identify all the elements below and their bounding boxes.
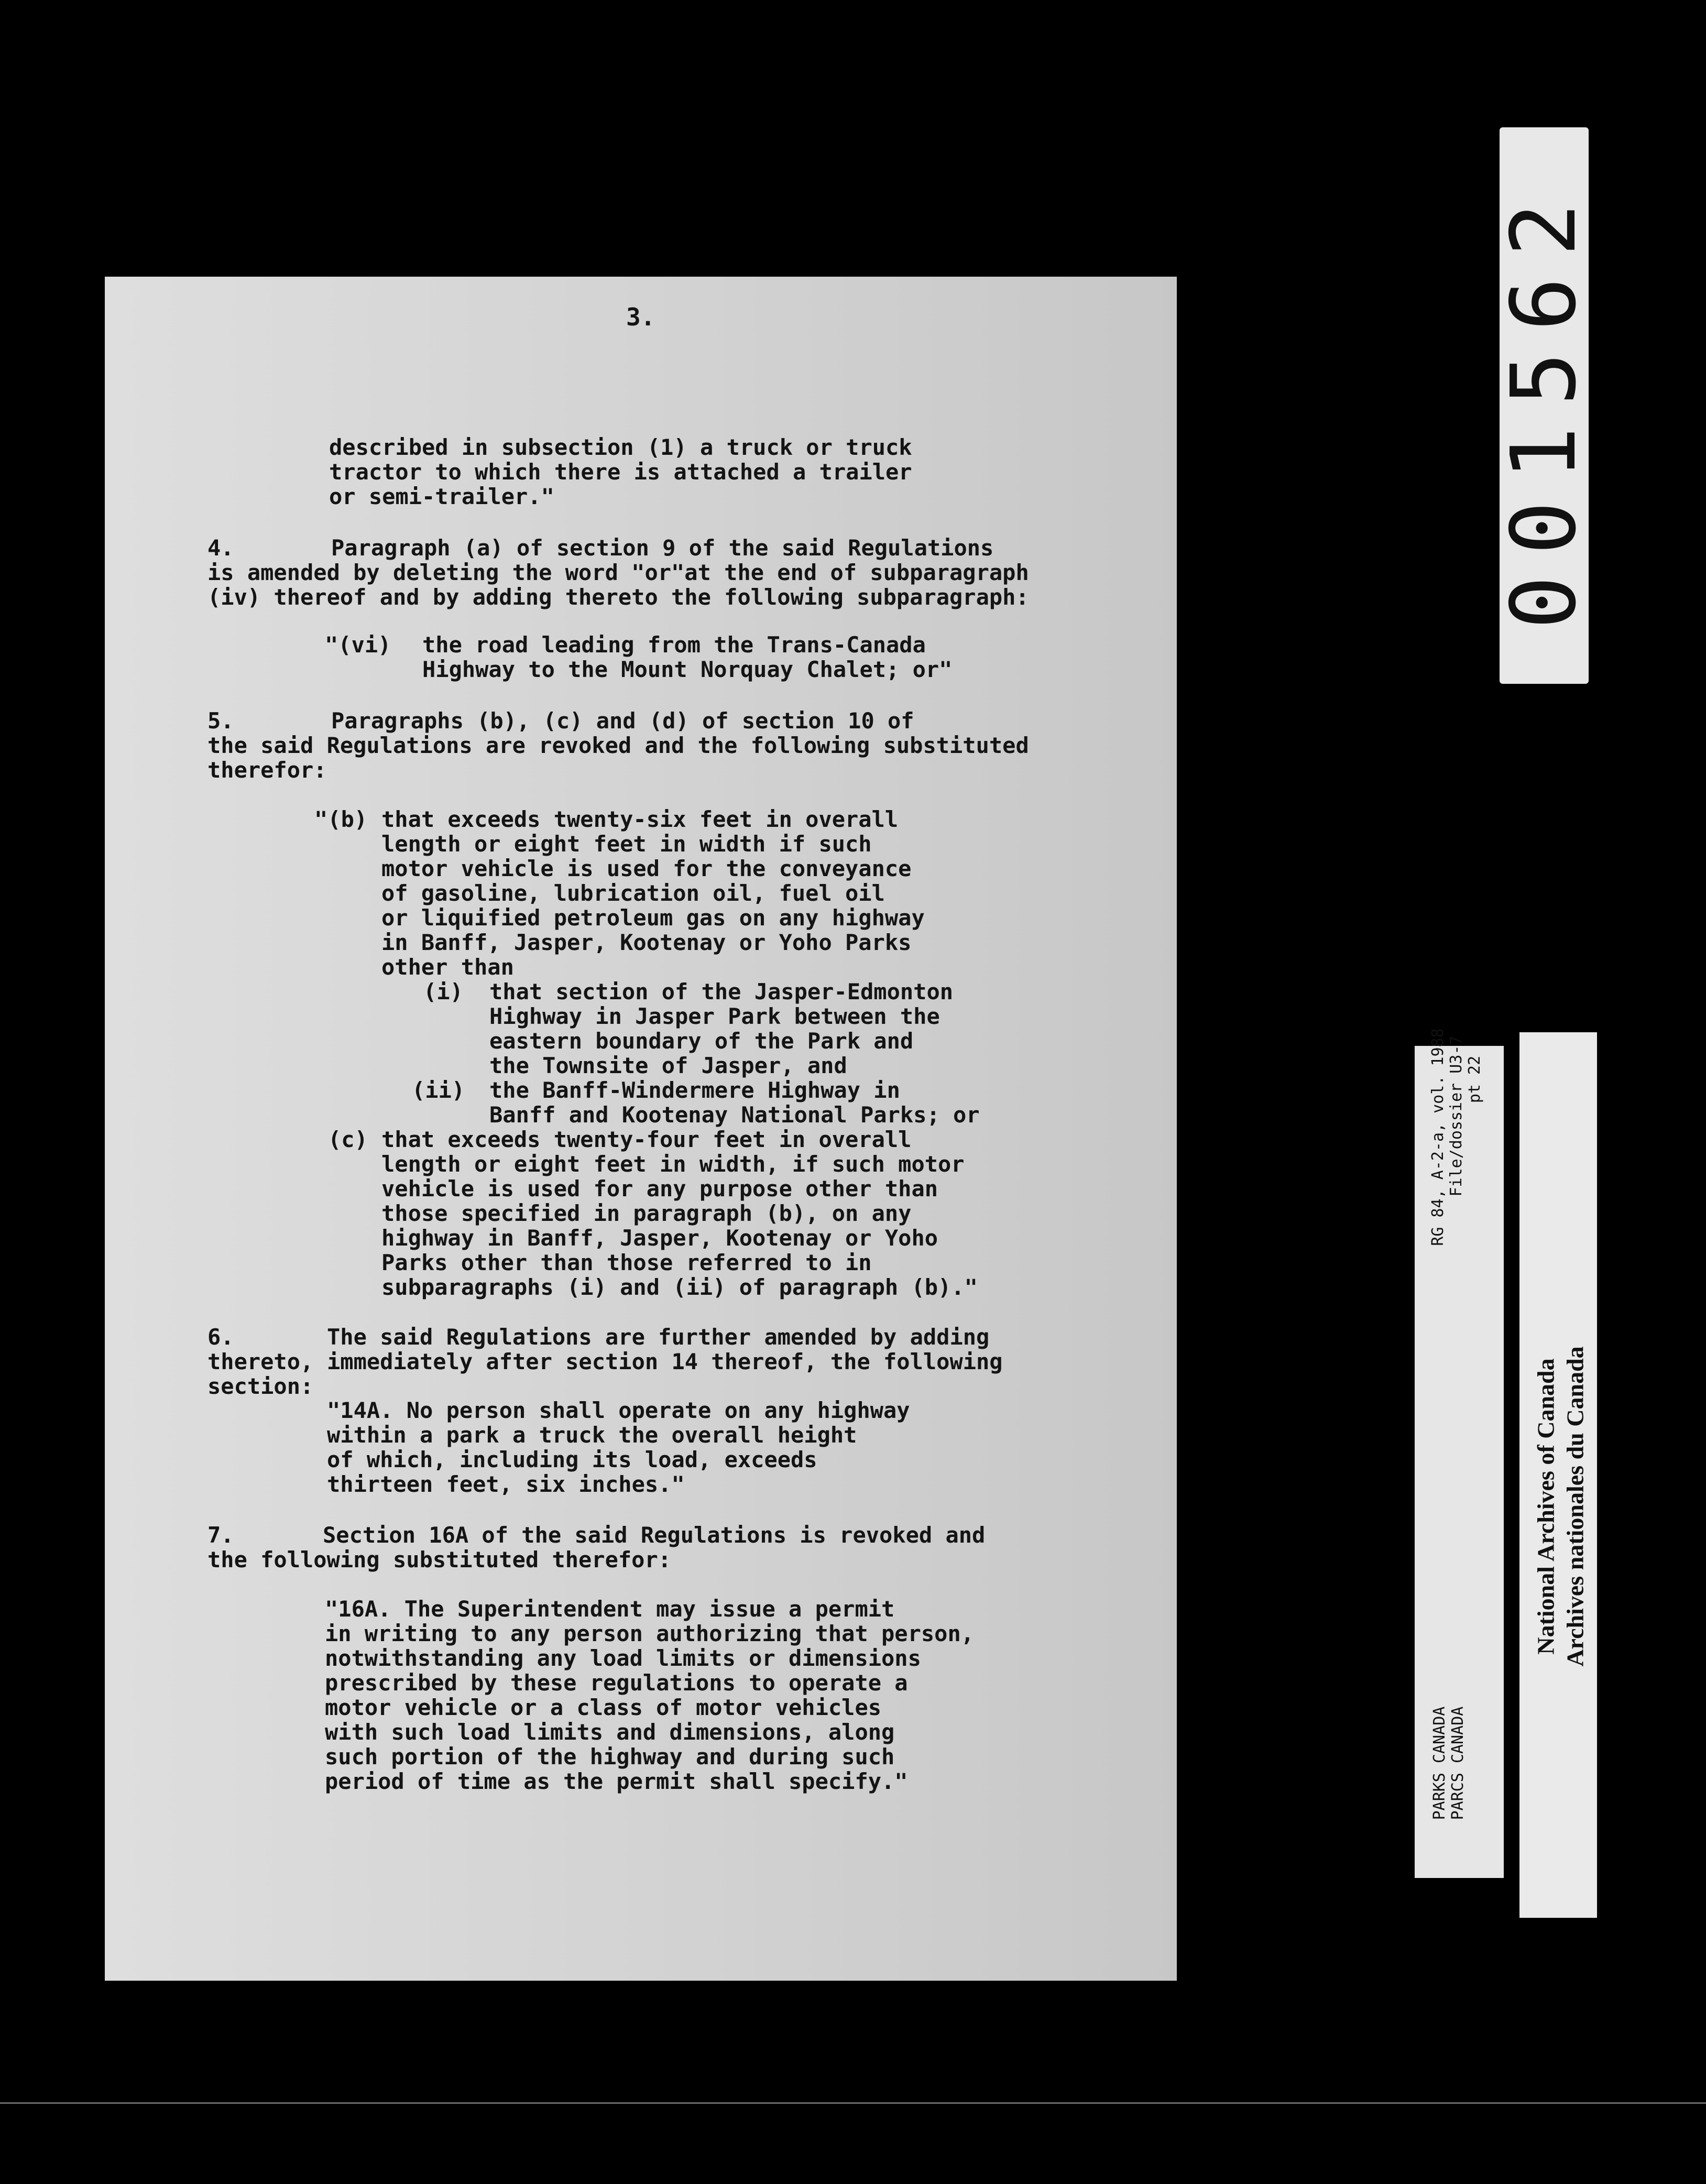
text-line: or liquified petroleum gas on any highway (381, 905, 925, 931)
text-line: tractor to which there is attached a trailer (329, 459, 912, 485)
text-line: motor vehicle or a class of motor vehicles (325, 1695, 882, 1720)
text-line: within a park a truck the overall height (327, 1422, 857, 1448)
text-line: section: (207, 1373, 314, 1399)
text-line: 5. (207, 708, 234, 734)
text-line: of gasoline, lubrication oil, fuel oil (381, 880, 885, 906)
text-line: the following substituted therefor: (207, 1547, 672, 1573)
text-line: the Banff-Windermere Highway in (489, 1077, 900, 1103)
text-line: length or eight feet in width, if such motor (381, 1151, 965, 1177)
text-line: that section of the Jasper-Edmonton (489, 979, 954, 1004)
text-line: Banff and Kootenay National Parks; or (489, 1102, 980, 1128)
text-line: therefor: (207, 757, 327, 783)
text-line: "14A. No person shall operate on any highway (327, 1397, 910, 1423)
text-line: described in subsection (1) a truck or truck (329, 434, 912, 460)
text-line: thereto, (207, 1349, 314, 1374)
text-line: Section 16A of the said Regulations is revoked and (323, 1522, 986, 1548)
text-line: those specified in paragraph (b), on any (381, 1200, 912, 1226)
text-line: Highway to the Mount Norquay Chalet; or" (422, 657, 953, 682)
text-line: in writing to any person authorizing that person, (325, 1621, 975, 1646)
agency-line-2: PARCS CANADA (1449, 1706, 1467, 1820)
text-line: (i) (423, 979, 463, 1004)
text-line: subparagraphs (i) and (ii) of paragraph (b)." (381, 1274, 978, 1300)
text-line: motor vehicle is used for the conveyance (381, 856, 912, 881)
reference-line-1: RG 84, A-2-a, vol. 1988 (1429, 1028, 1447, 1246)
text-line: Paragraph (a) of section 9 of the said Regulations (331, 535, 994, 561)
text-line: "(vi) (325, 632, 391, 658)
text-line: (c) (328, 1127, 368, 1152)
text-line: prescribed by these regulations to operate a (325, 1670, 908, 1696)
text-line: Parks other than those referred to in (381, 1250, 872, 1275)
text-line: the road leading from the Trans-Canada (422, 632, 926, 658)
text-line: Highway in Jasper Park between the (489, 1003, 940, 1029)
text-line: with such load limits and dimensions, along (325, 1719, 895, 1745)
text-line: 4. (207, 535, 234, 561)
text-line: notwithstanding any load limits or dimensions (325, 1645, 921, 1671)
text-line: of which, including its load, exceeds (327, 1447, 817, 1472)
text-line: in Banff, Jasper, Kootenay or Yoho Parks (381, 930, 912, 955)
reel-number: 001562 (1492, 181, 1596, 630)
text-line: thirteen feet, six inches." (327, 1471, 685, 1497)
text-line: Paragraphs (b), (c) and (d) of section 10 of (331, 708, 914, 734)
page-number: 3. (626, 303, 655, 331)
text-line: 7. (207, 1522, 234, 1548)
text-line: 6. (207, 1324, 234, 1350)
archives-name-en: National Archives of Canada (1532, 1358, 1559, 1655)
text-line: eastern boundary of the Park and (489, 1028, 914, 1054)
text-line: immediately after section 14 thereof, the following (327, 1349, 1003, 1374)
text-line: (iv) thereof and by adding thereto the following subparagraph: (207, 584, 1029, 610)
text-line: "(b) (314, 806, 368, 832)
text-line: other than (381, 954, 514, 980)
text-line: vehicle is used for any purpose other than (381, 1176, 938, 1202)
reference-line-3: pt 22 (1466, 1055, 1484, 1104)
text-line: that exceeds twenty-six feet in overall (381, 806, 899, 832)
archives-name-fr: Archives nationales du Canada (1561, 1346, 1589, 1667)
text-line: period of time as the permit shall specify." (325, 1768, 908, 1794)
text-line: is amended by deleting the word "or"at the end of subparagraph (207, 560, 1029, 585)
agency-line-1: PARKS CANADA (1430, 1706, 1449, 1820)
text-line: "16A. The Superintendent may issue a permit (325, 1596, 895, 1622)
text-line: such portion of the highway and during such (325, 1744, 895, 1770)
reference-line-2: File/dossier U3-7 (1447, 1035, 1466, 1197)
text-line: the said Regulations are revoked and the following substituted (207, 733, 1029, 758)
text-line: or semi-trailer." (329, 484, 554, 509)
frame-edge-line (0, 2102, 1706, 2104)
text-line: the Townsite of Jasper, and (489, 1053, 847, 1078)
text-line: (ii) (412, 1077, 465, 1103)
text-line: length or eight feet in width if such (381, 831, 872, 857)
text-line: that exceeds twenty-four feet in overall (381, 1127, 912, 1152)
text-line: The said Regulations are further amended by adding (327, 1324, 990, 1350)
text-line: highway in Banff, Jasper, Kootenay or Yoho (381, 1225, 938, 1251)
